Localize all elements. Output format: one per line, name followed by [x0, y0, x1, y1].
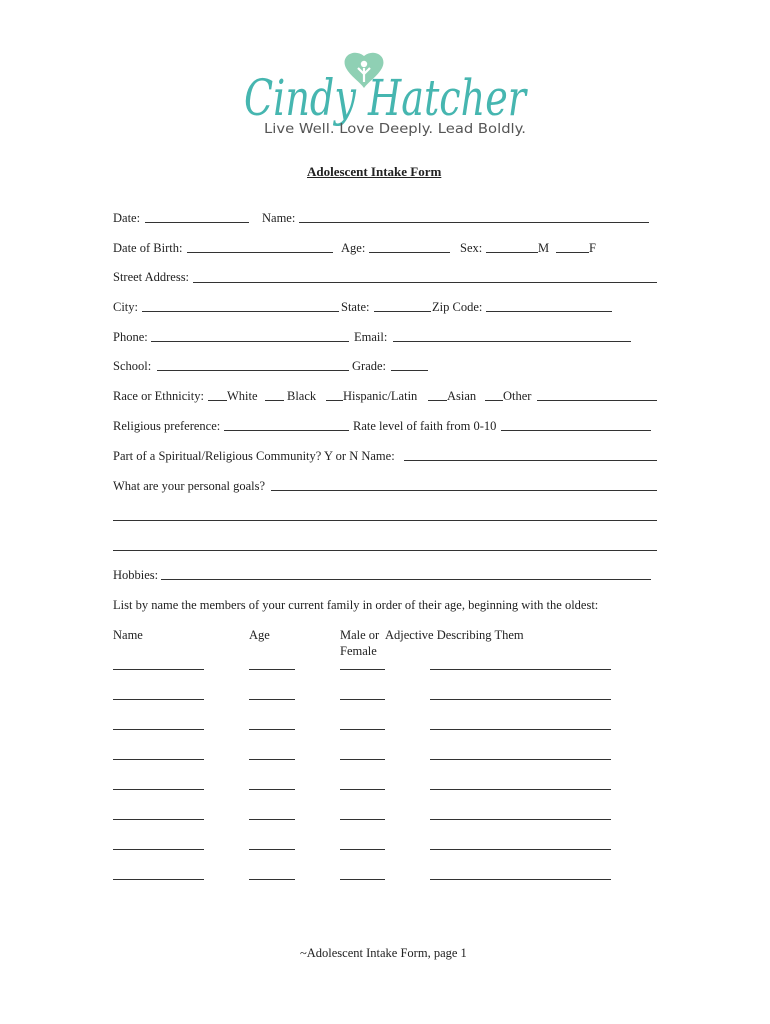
family-adjective-line[interactable] — [430, 879, 611, 880]
sex-label: Sex: — [460, 241, 483, 255]
hobbies-input-line[interactable] — [161, 579, 651, 580]
family-header-adjective: Adjective Describing Them — [385, 628, 524, 642]
logo-tagline: Live Well. Love Deeply. Lead Boldly. — [264, 122, 526, 137]
family-header-sex-line1: Male or — [340, 628, 380, 642]
family-adjective-line[interactable] — [430, 669, 611, 670]
phone-input-line[interactable] — [151, 341, 349, 342]
family-header-sex — [340, 627, 379, 659]
race-other-label: Other — [503, 389, 532, 403]
goals-input-line-2[interactable] — [113, 520, 657, 521]
page-footer: ~Adolescent Intake Form, page 1 — [300, 946, 467, 960]
dob-label: Date of Birth: — [113, 241, 183, 255]
family-name-line[interactable] — [113, 669, 204, 670]
date-label: Date: — [113, 211, 141, 225]
race-hispanic-check-line[interactable] — [326, 400, 343, 401]
city-label: City: — [113, 300, 139, 314]
family-age-line[interactable] — [249, 849, 295, 850]
family-age-line[interactable] — [249, 729, 295, 730]
family-age-line[interactable] — [249, 669, 295, 670]
family-adjective-line[interactable] — [430, 849, 611, 850]
family-name-line[interactable] — [113, 759, 204, 760]
family-sex-line[interactable] — [340, 879, 385, 880]
goals-input-line-3[interactable] — [113, 550, 657, 551]
school-input-line[interactable] — [157, 370, 349, 371]
date-input-line[interactable] — [145, 222, 249, 223]
family-sex-line[interactable] — [340, 849, 385, 850]
race-other-check-line[interactable] — [485, 400, 503, 401]
race-asian-check-line[interactable] — [428, 400, 447, 401]
family-adjective-line[interactable] — [430, 759, 611, 760]
family-adjective-line[interactable] — [430, 789, 611, 790]
family-sex-line[interactable] — [340, 789, 385, 790]
grade-input-line[interactable] — [391, 370, 428, 371]
age-input-line[interactable] — [369, 252, 450, 253]
race-black-label: Black — [287, 389, 317, 403]
name-label: Name: — [262, 211, 296, 225]
state-label: State: — [341, 300, 370, 314]
race-hispanic-label: Hispanic/Latin — [343, 389, 418, 403]
family-adjective-line[interactable] — [430, 699, 611, 700]
family-name-line[interactable] — [113, 729, 204, 730]
family-name-line[interactable] — [113, 789, 204, 790]
family-header-name: Name — [113, 628, 143, 642]
religious-input-line[interactable] — [224, 430, 349, 431]
hobbies-label: Hobbies: — [113, 568, 159, 582]
family-age-line[interactable] — [249, 789, 295, 790]
street-label: Street Address: — [113, 270, 190, 284]
age-label: Age: — [341, 241, 366, 255]
dob-input-line[interactable] — [187, 252, 333, 253]
sex-m-input-line[interactable] — [486, 252, 538, 253]
family-header-sex-line2: Female — [340, 644, 377, 658]
family-adjective-line[interactable] — [430, 729, 611, 730]
name-input-line[interactable] — [299, 222, 649, 223]
family-age-line[interactable] — [249, 819, 295, 820]
family-age-line[interactable] — [249, 879, 295, 880]
community-input-line[interactable] — [404, 460, 657, 461]
school-label: School: — [113, 359, 152, 373]
race-white-label: White — [227, 389, 258, 403]
family-sex-line[interactable] — [340, 669, 385, 670]
goals-label: What are your personal goals? — [113, 479, 266, 493]
zip-label: Zip Code: — [432, 300, 483, 314]
goals-input-line-1[interactable] — [271, 490, 657, 491]
sex-f-input-line[interactable] — [556, 252, 589, 253]
community-label: Part of a Spiritual/Religious Community? Y or N Name: — [113, 449, 395, 463]
zip-input-line[interactable] — [486, 311, 612, 312]
race-asian-label: Asian — [447, 389, 477, 403]
race-other-input-line[interactable] — [537, 400, 657, 401]
sex-m-label: M — [538, 241, 550, 255]
family-age-line[interactable] — [249, 759, 295, 760]
family-sex-line[interactable] — [340, 819, 385, 820]
state-input-line[interactable] — [374, 311, 431, 312]
family-name-line[interactable] — [113, 849, 204, 850]
family-header-age: Age — [249, 628, 270, 642]
email-input-line[interactable] — [393, 341, 631, 342]
grade-label: Grade: — [352, 359, 387, 373]
race-black-check-line[interactable] — [265, 400, 284, 401]
family-sex-line[interactable] — [340, 699, 385, 700]
race-white-check-line[interactable] — [208, 400, 227, 401]
logo-name-text: Cindy Hatcher — [244, 69, 529, 127]
street-input-line[interactable] — [193, 282, 657, 283]
city-input-line[interactable] — [142, 311, 339, 312]
race-label: Race or Ethnicity: — [113, 389, 204, 403]
faith-rate-input-line[interactable] — [501, 430, 651, 431]
family-sex-line[interactable] — [340, 759, 385, 760]
sex-f-label: F — [589, 241, 596, 255]
family-intro-text: List by name the members of your current family in order of their age, beginning with the oldest: — [113, 598, 599, 612]
family-name-line[interactable] — [113, 879, 204, 880]
faith-rate-label: Rate level of faith from 0-10 — [353, 419, 497, 433]
phone-label: Phone: — [113, 330, 148, 344]
family-sex-line[interactable] — [340, 729, 385, 730]
family-age-line[interactable] — [249, 699, 295, 700]
email-label: Email: — [354, 330, 388, 344]
family-adjective-line[interactable] — [430, 819, 611, 820]
family-name-line[interactable] — [113, 819, 204, 820]
religious-label: Religious preference: — [113, 419, 221, 433]
cindy-hatcher-logo — [242, 50, 532, 142]
form-title: Adolescent Intake Form — [307, 164, 442, 179]
family-name-line[interactable] — [113, 699, 204, 700]
